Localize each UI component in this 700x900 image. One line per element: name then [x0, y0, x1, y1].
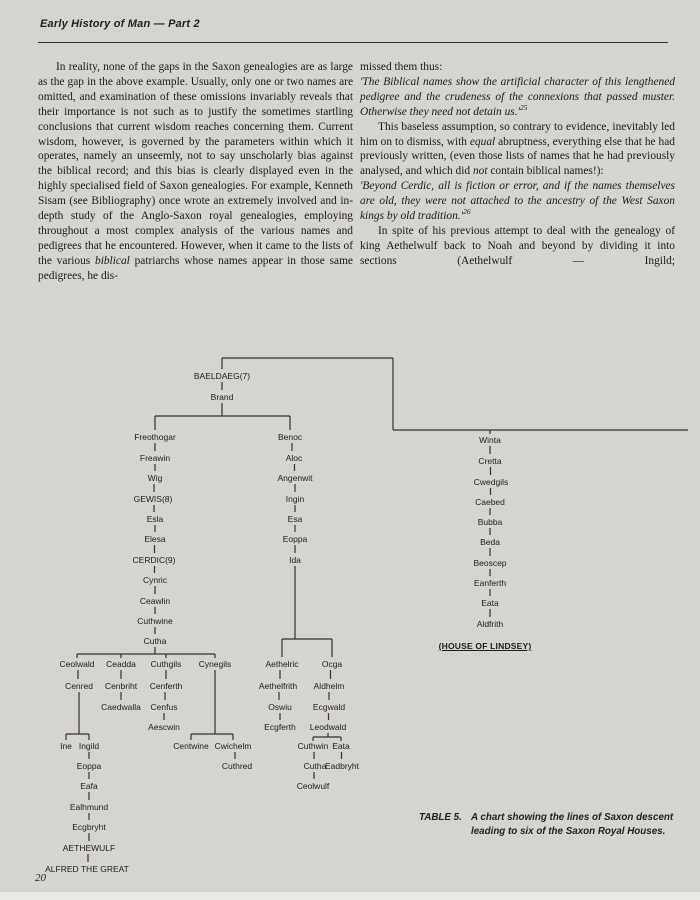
tree-node: Eanferth	[473, 578, 507, 588]
tree-node: Ealhmund	[69, 802, 109, 812]
italic-word: equal	[469, 135, 496, 148]
paragraph-text: In spite of his previous attempt to deal with the genealogy of king Aethelwulf back to Noah and beyond by dividing it into sections (Aethelwulf — Ingild;	[360, 224, 675, 267]
tree-node: Bubba	[477, 517, 503, 527]
scan-edge	[0, 892, 700, 900]
tree-node: Eoppa	[282, 534, 308, 544]
quote-text: 'Beyond Cerdic, all is fiction or error, and if the names themselves are old, they were not attached to the ancestry of the West Saxon kings by old tradition.'	[360, 180, 675, 223]
table-caption	[419, 811, 681, 838]
tree-node: Eadbryht	[324, 761, 360, 771]
tree-node: Ecgbryht	[72, 822, 106, 832]
tree-node: Brand	[210, 392, 234, 402]
paragraph-text: abruptness, everything else that he had previously written, (even those lists of names that he had previously analysed, and which did	[360, 135, 675, 178]
tree-node: CERDIC(9)	[132, 555, 176, 565]
tree-node: Cuthgils	[150, 659, 182, 669]
tree-node: Eata	[481, 598, 499, 608]
tree-node: Ingin	[285, 494, 305, 504]
tree-node: Eata	[332, 741, 350, 751]
tree-node: Ceolwald	[59, 659, 95, 669]
paragraph-text: In reality, none of the gaps in the Saxon genealogies are as large as the gap in the above example. Usually, only one or two names are omitted, and examination of these omissions invariably reveals that their importance is not such as to justify the sometimes startling conclusions that current wisdom reaches concerning them. Current wisdom, however, is governed by the parameters within which it operates, namely an unseemly, not to say unscholarly bias against the biblical record; and this bias is clearly displayed even in the highly specialised field of Saxon genealogies. For example, Kenneth Sisam (see Bibliography) once wrote an extremely involved and in-depth study of the Anglo-Saxon royal genealogies, employing throughout a most complex analysis of the various names and pedigrees that he encountered. However, when it came to the lists of the various	[38, 61, 353, 267]
tree-node: Beda	[480, 537, 500, 547]
tree-node: Ingild	[78, 741, 100, 751]
tree-node: Benoc	[277, 432, 303, 442]
tree-node: Caedwalla	[101, 702, 141, 712]
footnote-marker: 26	[463, 207, 471, 217]
italic-word: not	[472, 165, 488, 178]
tree-node: Cenferth	[149, 681, 183, 691]
italic-word: biblical	[95, 254, 130, 267]
paragraph-text: This baseless assumption, so contrary to evidence, inevitably led him on to dismiss, with	[360, 120, 675, 148]
tree-node: (HOUSE OF LINDSEY)	[438, 641, 532, 651]
tree-node: Elesa	[144, 534, 166, 544]
tree-node: Ecgwald	[312, 702, 346, 712]
tree-node: Ecgferth	[264, 722, 296, 732]
caption-label: TABLE 5.	[419, 812, 462, 823]
paragraph-text: contain biblical names!):	[487, 165, 604, 178]
tree-node: Cutha	[303, 761, 327, 771]
tree-node: Cretta	[478, 456, 502, 466]
tree-node: Cynegils	[198, 659, 232, 669]
tree-node: Esla	[146, 514, 164, 524]
tree-node: Esa	[287, 514, 303, 524]
tree-node: Leodwald	[309, 722, 347, 732]
tree-node: Beoscep	[473, 558, 507, 568]
paragraph-text: missed them thus:	[360, 61, 443, 73]
tree-node: Ceawlin	[139, 596, 171, 606]
tree-node: Aldhelm	[313, 681, 345, 691]
tree-node: Cuthwin	[297, 741, 329, 751]
tree-node: AETHEWULF	[62, 843, 116, 853]
tree-node: Cenred	[65, 681, 93, 691]
tree-node: Eafa	[80, 781, 98, 791]
tree-node: Eoppa	[76, 761, 102, 771]
tree-node: ALFRED THE GREAT	[45, 864, 129, 874]
tree-node: Aloc	[285, 453, 303, 463]
tree-node: Ceadda	[106, 659, 136, 669]
page-header: Early History of Man — Part 2	[40, 18, 200, 30]
quote-text: 'The Biblical names show the artificial character of this lengthened pedigree and the crudeness of the connexions that passed muster. Otherwise they need not detain us.'	[360, 75, 675, 118]
tree-node: Freawin	[139, 453, 171, 463]
tree-node: Ine	[60, 741, 72, 751]
tree-node: Aldfrith	[476, 619, 504, 629]
tree-node: Centwine	[173, 741, 209, 751]
tree-node: Aethelfrith	[258, 681, 298, 691]
footnote-marker: 25	[519, 102, 528, 112]
tree-node: Cuthred	[221, 761, 253, 771]
tree-node: Cwedgils	[473, 477, 509, 487]
caption-text: A chart showing the lines of Saxon descent leading to six of the Saxon Royal Houses.	[471, 812, 674, 837]
tree-node: Cwichelm	[214, 741, 252, 751]
tree-node: Oswiu	[268, 702, 292, 712]
tree-node: Aethelric	[265, 659, 299, 669]
tree-node: Cenbriht	[104, 681, 138, 691]
tree-node: Angenwit	[277, 473, 313, 483]
tree-node: Winta	[479, 435, 501, 445]
tree-node: GEWIS(8)	[133, 494, 173, 504]
tree-node: Cuthwine	[137, 616, 173, 626]
tree-node: Freothogar	[134, 432, 176, 442]
paragraph-text: patriarchs whose names appear in those same pedigrees, he dis-	[38, 254, 353, 282]
tree-node: Cutha	[143, 636, 167, 646]
tree-node: Cenfus	[150, 702, 178, 712]
tree-node: Ceolwulf	[296, 781, 330, 791]
tree-node: Cynric	[142, 575, 168, 585]
tree-node: Ida	[289, 555, 301, 565]
tree-node: Aescwin	[148, 722, 180, 732]
tree-node: BAELDAEG(7)	[193, 371, 251, 381]
tree-node: Wig	[147, 473, 163, 483]
tree-node: Caebed	[475, 497, 505, 507]
tree-node: Ocga	[321, 659, 343, 669]
page-number: 20	[35, 872, 46, 884]
